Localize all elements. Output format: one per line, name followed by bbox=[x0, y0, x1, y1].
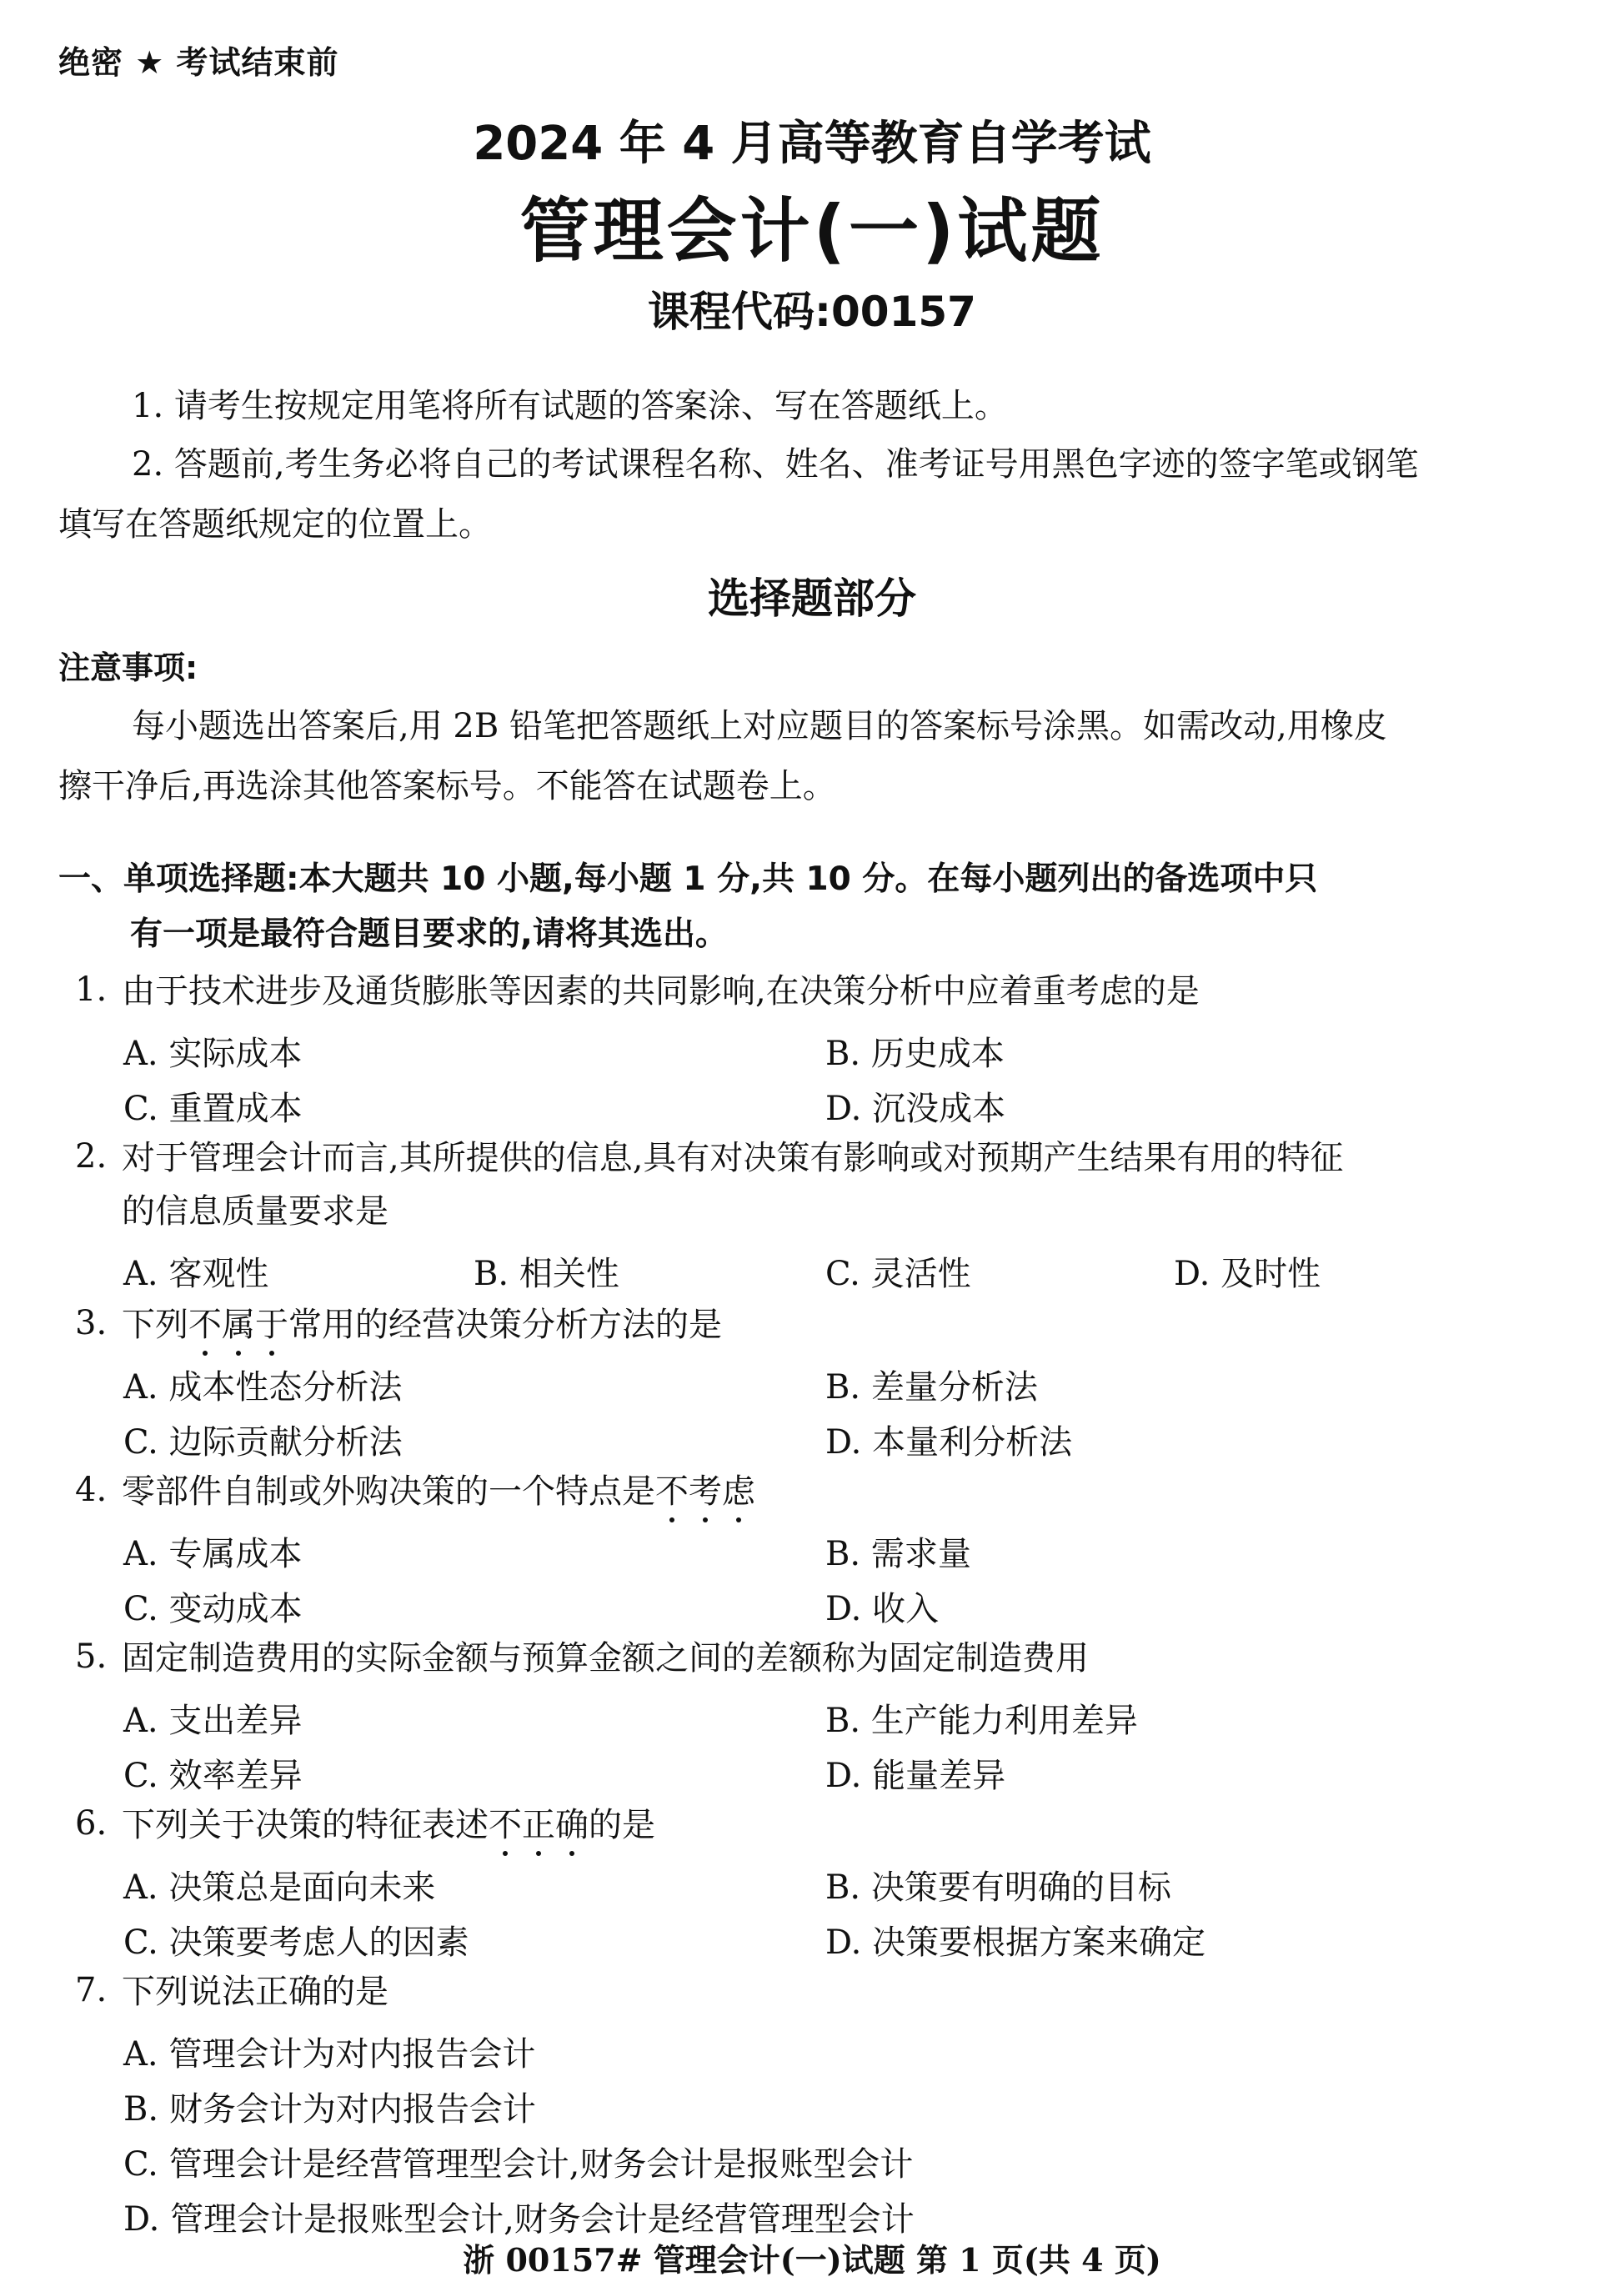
option-b: B. 相关性 bbox=[474, 1255, 619, 1293]
emphasis-char: 确 bbox=[555, 1806, 589, 1844]
option-b: B. 差量分析法 bbox=[825, 1368, 1038, 1407]
part-title-line-1: 一、单项选择题:本大题共 10 小题,每小题 1 分,共 10 分。在每小题列出的备选项中只 bbox=[58, 860, 1318, 898]
attention-line-1: 每小题选出答案后,用 2B 铅笔把答题纸上对应题目的答案标号涂黑。如需改动,用橡皮 bbox=[132, 707, 1387, 745]
emphasis-char: 不 bbox=[489, 1806, 522, 1844]
attention-title: 注意事项: bbox=[58, 649, 198, 686]
notice-2: 2. 答题前,考生务必将自己的考试课程名称、姓名、准考证号用黑色字迹的签字笔或钢笔 bbox=[132, 445, 1419, 484]
notice-2-cont: 填写在答题纸规定的位置上。 bbox=[58, 505, 492, 544]
option-a: A. 支出差异 bbox=[123, 1702, 303, 1740]
option-a: A. 客观性 bbox=[123, 1255, 269, 1293]
question-number: 7. bbox=[75, 1971, 108, 2009]
question-number: 2. bbox=[75, 1137, 108, 1176]
question-number: 3. bbox=[75, 1304, 108, 1342]
option-c: C. 变动成本 bbox=[123, 1590, 303, 1628]
exam-name: 2024 年 4 月高等教育自学考试 bbox=[473, 117, 1151, 171]
option-d: D. 沉没成本 bbox=[825, 1090, 1006, 1128]
question-stem-line-2: 的信息质量要求是 bbox=[122, 1192, 388, 1231]
emphasis-char: 虑 bbox=[722, 1472, 755, 1511]
option-d: D. 本量利分析法 bbox=[825, 1423, 1073, 1462]
part-title-line-2: 有一项是最符合题目要求的,请将其选出。 bbox=[130, 915, 728, 953]
confidential-label: 绝密 ★ 考试结束前 bbox=[58, 44, 339, 81]
option-a: A. 成本性态分析法 bbox=[123, 1368, 403, 1407]
option-c: C. 重置成本 bbox=[123, 1090, 303, 1128]
option-a: A. 决策总是面向未来 bbox=[123, 1868, 436, 1907]
option-c: C. 管理会计是经营管理型会计,财务会计是报账型会计 bbox=[123, 2145, 914, 2184]
question-stem bbox=[122, 1804, 655, 1846]
option-d: D. 决策要根据方案来确定 bbox=[825, 1923, 1206, 1962]
stem-post: 的是 bbox=[589, 1806, 655, 1844]
option-c: C. 效率差异 bbox=[123, 1757, 303, 1795]
page-footer: 浙 00157# 管理会计(一)试题 第 1 页(共 4 页) bbox=[463, 2241, 1161, 2279]
question-stem: 固定制造费用的实际金额与预算金额之间的差额称为固定制造费用 bbox=[122, 1639, 1089, 1678]
question-stem bbox=[122, 1304, 722, 1346]
question-stem: 由于技术进步及通货膨胀等因素的共同影响,在决策分析中应着重考虑的是 bbox=[122, 972, 1200, 1011]
question-stem bbox=[122, 1471, 755, 1512]
option-d: D. 能量差异 bbox=[825, 1757, 1006, 1795]
emphasis-char: 考 bbox=[689, 1472, 722, 1511]
option-b: B. 生产能力利用差异 bbox=[825, 1702, 1138, 1740]
question-number: 5. bbox=[75, 1638, 108, 1676]
option-c: C. 灵活性 bbox=[825, 1255, 971, 1293]
question-stem: 下列说法正确的是 bbox=[122, 1973, 388, 2011]
option-d: D. 收入 bbox=[825, 1590, 940, 1628]
emphasis-char: 属 bbox=[222, 1306, 255, 1344]
stem-pre: 下列关于决策的特征表述 bbox=[122, 1806, 489, 1844]
option-a: A. 专属成本 bbox=[123, 1535, 303, 1573]
part-title bbox=[58, 852, 1317, 962]
option-c: C. 决策要考虑人的因素 bbox=[123, 1923, 469, 1962]
question-number: 1. bbox=[75, 970, 108, 1009]
option-d: D. 管理会计是报账型会计,财务会计是经营管理型会计 bbox=[123, 2200, 915, 2239]
option-c: C. 边际贡献分析法 bbox=[123, 1423, 403, 1462]
section-heading: 选择题部分 bbox=[708, 574, 916, 623]
emphasis-char: 不 bbox=[655, 1472, 689, 1511]
course-code: 课程代码:00157 bbox=[648, 288, 976, 336]
option-a: A. 管理会计为对内报告会计 bbox=[123, 2035, 536, 2074]
question-number: 6. bbox=[75, 1804, 108, 1843]
attention-line-2: 擦干净后,再选涂其他答案标号。不能答在试题卷上。 bbox=[58, 767, 836, 805]
option-b: B. 决策要有明确的目标 bbox=[825, 1868, 1171, 1907]
option-b: B. 需求量 bbox=[825, 1535, 971, 1573]
question-number: 4. bbox=[75, 1471, 108, 1509]
option-b: B. 财务会计为对内报告会计 bbox=[123, 2090, 536, 2129]
stem-pre: 下列 bbox=[122, 1306, 188, 1344]
emphasis-char: 正 bbox=[522, 1806, 555, 1844]
emphasis-char: 于 bbox=[255, 1306, 288, 1344]
question-stem-line-1: 对于管理会计而言,其所提供的信息,具有对决策有影响或对预期产生结果有用的特征 bbox=[122, 1139, 1344, 1177]
paper-title: 管理会计(一)试题 bbox=[519, 190, 1105, 272]
option-a: A. 实际成本 bbox=[123, 1035, 303, 1073]
emphasis-char: 不 bbox=[188, 1306, 222, 1344]
stem-pre: 零部件自制或外购决策的一个特点是 bbox=[122, 1472, 655, 1511]
notice-1: 1. 请考生按规定用笔将所有试题的答案涂、写在答题纸上。 bbox=[132, 387, 1008, 425]
stem-post: 常用的经营决策分析方法的是 bbox=[288, 1306, 722, 1344]
option-d: D. 及时性 bbox=[1174, 1255, 1321, 1293]
option-b: B. 历史成本 bbox=[825, 1035, 1005, 1073]
